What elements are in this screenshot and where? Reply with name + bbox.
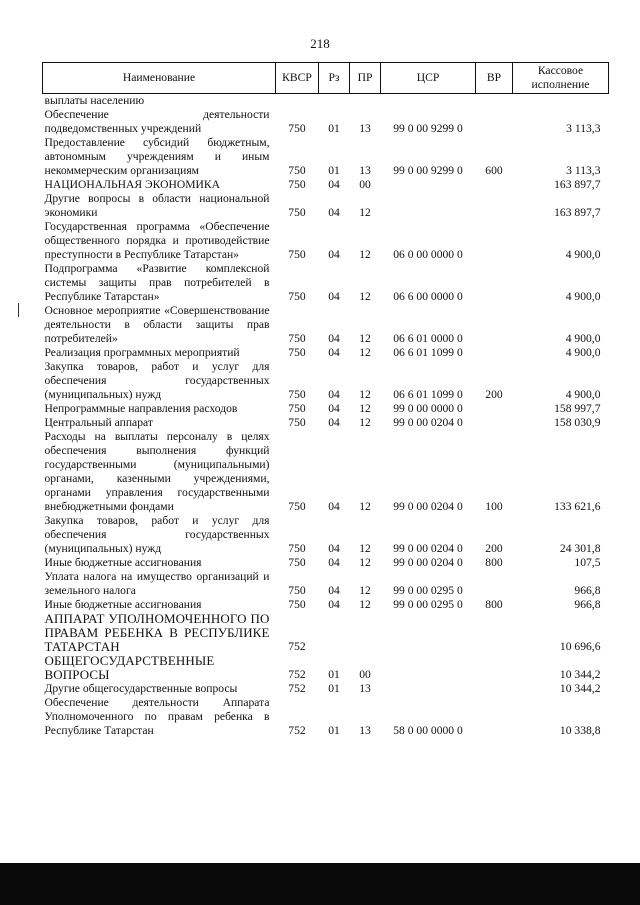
table-row [43, 192, 609, 220]
row-rz: 01 [328, 682, 340, 695]
row-pr: 12 [359, 500, 371, 513]
row-name: Предоставление субсидий бюджетным, автономным учреждениям и иным некоммерческим организациям [44, 136, 270, 177]
row-rz [319, 612, 350, 654]
row-vr [476, 612, 513, 654]
row-name: Государственная программа «Обеспечение общественного порядка и противодействие преступности в Республике Татарстан» [44, 220, 270, 261]
row-amount: 24 301,8 [559, 542, 601, 555]
table-row [43, 696, 609, 738]
row-vr [476, 654, 513, 682]
row-amount: 966,8 [574, 598, 601, 611]
table-row [43, 514, 609, 556]
row-csr: 06 0 00 0000 0 [393, 248, 463, 261]
row-kvsr: 750 [288, 346, 306, 359]
header-kvsr: КВСР [276, 63, 319, 94]
row-rz: 04 [328, 598, 340, 611]
row-pr: 12 [359, 290, 371, 303]
row-name: Иные бюджетные ассигнования [44, 556, 202, 569]
row-csr: 99 0 00 0204 0 [393, 556, 463, 569]
row-name: Подпрограмма «Развитие комплексной системы защиты прав потребителей в Республике Татарстан» [44, 262, 270, 303]
row-rz: 04 [328, 346, 340, 359]
row-vr: 200 [485, 542, 503, 555]
row-rz: 04 [328, 500, 340, 513]
margin-mark [18, 303, 19, 317]
row-name: Расходы на выплаты персоналу в целях обеспечения выполнения функций государственными (муниципальными) органами, казенными учреждениями, органами управления государственными внебюджетными фондами [44, 430, 270, 513]
row-amount: 133 621,6 [554, 500, 601, 513]
row-csr: 06 6 01 1099 0 [393, 388, 463, 401]
row-csr: 06 6 01 0000 0 [393, 332, 463, 345]
row-vr [476, 304, 513, 346]
row-amount: 4 900,0 [565, 388, 601, 401]
header-name: Наименование [43, 63, 276, 94]
row-vr: 200 [485, 388, 503, 401]
row-csr: 06 6 01 1099 0 [393, 346, 463, 359]
row-vr [476, 346, 513, 360]
row-pr: 12 [359, 584, 371, 597]
row-csr [381, 654, 476, 682]
row-pr: 13 [359, 164, 371, 177]
table-row [43, 220, 609, 262]
row-csr [381, 682, 476, 696]
row-name: ОБЩЕГОСУДАРСТВЕННЫЕ ВОПРОСЫ [44, 653, 215, 682]
row-rz: 01 [328, 668, 340, 681]
row-csr: 06 6 00 0000 0 [393, 290, 463, 303]
row-csr: 99 0 00 0000 0 [393, 402, 463, 415]
row-csr: 99 0 00 0204 0 [393, 500, 463, 513]
row-csr [381, 94, 476, 109]
row-pr: 12 [359, 346, 371, 359]
table-row [43, 570, 609, 598]
row-kvsr: 750 [288, 416, 306, 429]
row-kvsr: 750 [288, 598, 306, 611]
row-pr: 12 [359, 206, 371, 219]
header-rz: Рз [319, 63, 350, 94]
scan-bottom-edge [0, 863, 640, 905]
page-number: 218 [310, 36, 330, 51]
row-pr: 12 [359, 402, 371, 415]
row-amount: 966,8 [574, 584, 601, 597]
row-rz: 04 [328, 178, 340, 191]
table-row [43, 262, 609, 304]
table-row [43, 108, 609, 136]
row-csr: 99 0 00 0204 0 [393, 542, 463, 555]
row-kvsr: 752 [288, 682, 306, 695]
table-row [43, 612, 609, 654]
row-name: НАЦИОНАЛЬНАЯ ЭКОНОМИКА [44, 178, 221, 191]
row-kvsr: 750 [288, 290, 306, 303]
row-rz: 04 [328, 332, 340, 345]
table-row [43, 654, 609, 682]
table-row [43, 346, 609, 360]
row-rz: 04 [328, 584, 340, 597]
row-rz: 04 [328, 290, 340, 303]
row-pr: 12 [359, 542, 371, 555]
row-kvsr: 750 [288, 248, 306, 261]
row-vr [476, 220, 513, 262]
header-pr: ПР [350, 63, 381, 94]
row-rz: 04 [328, 416, 340, 429]
row-vr [476, 682, 513, 696]
row-pr: 13 [359, 724, 371, 737]
row-vr [476, 94, 513, 109]
row-csr: 99 0 00 0295 0 [393, 584, 463, 597]
row-rz: 01 [328, 724, 340, 737]
row-kvsr: 750 [288, 332, 306, 345]
row-vr: 100 [485, 500, 503, 513]
row-name: Центральный аппарат [44, 416, 153, 429]
row-pr: 12 [359, 332, 371, 345]
row-kvsr [276, 94, 319, 109]
table-header-row [43, 63, 609, 94]
header-csr: ЦСР [381, 63, 476, 94]
row-pr: 12 [359, 388, 371, 401]
table-row [43, 94, 609, 109]
row-pr: 12 [359, 248, 371, 261]
row-kvsr: 752 [288, 640, 306, 653]
row-csr: 99 0 00 0295 0 [393, 598, 463, 611]
table-row [43, 556, 609, 570]
row-rz: 04 [328, 542, 340, 555]
row-amount: 107,5 [574, 556, 601, 569]
table-row [43, 430, 609, 514]
header-amount: Кассовое исполнение [513, 63, 609, 94]
row-pr: 13 [359, 122, 371, 135]
row-amount: 4 900,0 [565, 290, 601, 303]
row-name: Другие вопросы в области национальной экономики [44, 192, 270, 219]
row-name: Иные бюджетные ассигнования [44, 598, 202, 611]
row-csr [381, 178, 476, 192]
row-kvsr: 750 [288, 206, 306, 219]
row-amount: 3 113,3 [566, 122, 601, 135]
row-amount: 4 900,0 [565, 346, 601, 359]
table-row [43, 598, 609, 612]
row-pr: 00 [359, 668, 371, 681]
table-row [43, 402, 609, 416]
row-vr [476, 178, 513, 192]
row-pr: 12 [359, 598, 371, 611]
row-amount: 4 900,0 [565, 248, 601, 261]
row-name: Непрограммные направления расходов [44, 402, 238, 415]
table-row [43, 360, 609, 402]
row-kvsr: 752 [288, 724, 306, 737]
row-csr: 99 0 00 9299 0 [393, 164, 463, 177]
row-kvsr: 750 [288, 542, 306, 555]
row-kvsr: 750 [288, 164, 306, 177]
row-csr: 99 0 00 9299 0 [393, 122, 463, 135]
table-row [43, 416, 609, 430]
row-amount [513, 94, 609, 109]
row-amount: 158 030,9 [554, 416, 601, 429]
row-vr [476, 402, 513, 416]
row-name: Закупка товаров, работ и услуг для обеспечения государственных (муниципальных) нужд [44, 360, 270, 401]
row-vr: 600 [485, 164, 503, 177]
row-name: АППАРАТ УПОЛНОМОЧЕННОГО ПО ПРАВАМ РЕБЕНКА В РЕСПУБЛИКЕ ТАТАРСТАН [44, 611, 270, 654]
row-kvsr: 750 [288, 500, 306, 513]
row-name: Обеспечение деятельности подведомственных учреждений [44, 108, 270, 135]
row-pr: 12 [359, 556, 371, 569]
row-vr [476, 108, 513, 136]
row-kvsr: 750 [288, 402, 306, 415]
row-vr: 800 [485, 556, 503, 569]
row-amount: 10 696,6 [559, 640, 601, 653]
row-rz: 04 [328, 402, 340, 415]
table-row [43, 304, 609, 346]
row-amount: 163 897,7 [554, 178, 601, 191]
row-vr: 800 [485, 598, 503, 611]
header-vr: ВР [476, 63, 513, 94]
row-vr [476, 192, 513, 220]
row-name: Другие общегосударственные вопросы [44, 682, 238, 695]
row-pr [350, 94, 381, 109]
row-name: выплаты населению [44, 94, 145, 107]
row-pr: 13 [359, 682, 371, 695]
row-rz: 04 [328, 556, 340, 569]
row-csr [381, 192, 476, 220]
row-vr [476, 570, 513, 598]
table-row [43, 682, 609, 696]
row-vr [476, 262, 513, 304]
row-name: Реализация программных мероприятий [44, 346, 240, 359]
row-rz: 04 [328, 388, 340, 401]
row-kvsr: 750 [288, 584, 306, 597]
row-amount: 10 338,8 [559, 724, 601, 737]
row-amount: 10 344,2 [559, 682, 601, 695]
row-csr [381, 612, 476, 654]
table-body [43, 94, 609, 739]
row-amount: 158 997,7 [554, 402, 601, 415]
row-kvsr: 750 [288, 556, 306, 569]
row-amount: 3 113,3 [566, 164, 601, 177]
row-rz: 04 [328, 248, 340, 261]
row-kvsr: 750 [288, 178, 306, 191]
row-rz: 01 [328, 164, 340, 177]
row-vr [476, 416, 513, 430]
row-amount: 4 900,0 [565, 332, 601, 345]
row-kvsr: 750 [288, 388, 306, 401]
row-name: Уплата налога на имущество организаций и земельного налога [44, 570, 270, 597]
row-pr: 00 [359, 178, 371, 191]
row-pr [350, 612, 381, 654]
row-amount: 10 344,2 [559, 668, 601, 681]
table-row [43, 136, 609, 178]
row-rz [319, 94, 350, 109]
row-name: Закупка товаров, работ и услуг для обеспечения государственных (муниципальных) нужд [44, 514, 270, 555]
row-name: Основное мероприятие «Совершенствование деятельности в области защиты прав потребителей» [44, 304, 270, 345]
row-csr: 58 0 00 0000 0 [393, 724, 463, 737]
row-amount: 163 897,7 [554, 206, 601, 219]
row-pr: 12 [359, 416, 371, 429]
row-csr: 99 0 00 0204 0 [393, 416, 463, 429]
table-row [43, 178, 609, 192]
row-vr [476, 696, 513, 738]
row-kvsr: 750 [288, 122, 306, 135]
row-kvsr: 752 [288, 668, 306, 681]
row-rz: 04 [328, 206, 340, 219]
row-name: Обеспечение деятельности Аппарата Уполномоченного по правам ребенка в Республике Татарстан [44, 696, 270, 737]
row-rz: 01 [328, 122, 340, 135]
budget-execution-table [42, 62, 609, 738]
